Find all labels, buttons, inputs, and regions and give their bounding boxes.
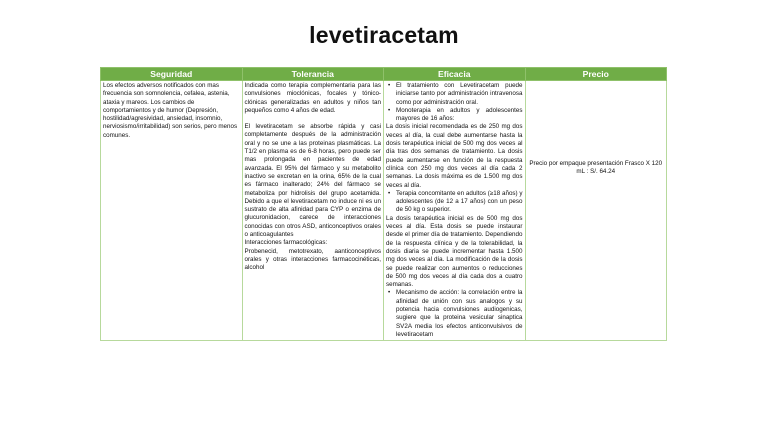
header-precio: Precio xyxy=(525,68,667,81)
eficacia-list-3 xyxy=(386,289,523,339)
eficacia-monotherapy-dose: La dosis inicial recomendada es de 250 mg dos veces al día, la cual debe aumentarse hasta la dosis terapéutica inicial de 500 mg dos veces al día tras dos semanas de tratamiento. La dosis puede aumentarse en función de la respuesta clínica con 250 mg dos veces al día cada 2 semanas. La dosis máxima es de 1.500 mg dos veces al día. xyxy=(386,123,523,189)
table-header-row xyxy=(101,68,667,81)
table-row xyxy=(101,81,667,341)
precio-text: Precio por empaque presentación Frasco X 120 mL : S/. 64.24 xyxy=(529,160,663,176)
eficacia-bullet-mechanism: • Mecanismo de acción: la correlación entre la afinidad de unión con sus analogos y su potencia hacia convulsiones audiogenicas, sugiere que la proteina vesicular sinaptica SV2A media los efectos anticonvulsivos de levetiracetam xyxy=(396,289,523,339)
eficacia-list-2 xyxy=(386,190,523,215)
eficacia-cell xyxy=(384,81,526,341)
tolerancia-cell xyxy=(242,81,384,341)
seguridad-text: Los efectos adversos notificados con mas frecuencia son somnolencia, cefalea, astenia, ataxia y mareos. Los cambios de comportamientos y de humor (Depresión, hostilidad/agresividad, ansiedad, insomnio, nerviosismo/irritabilidad) son serios, pero menos comunes. xyxy=(103,82,238,139)
eficacia-list-1 xyxy=(386,82,523,123)
header-eficacia: Eficacia xyxy=(384,68,526,81)
precio-cell xyxy=(525,81,667,341)
document-title: levetiracetam xyxy=(309,22,459,48)
tolerancia-pharmacokinetics: El levetiracetam se absorbe rápida y casi completamente después de la administración oral y no se une a las proteinas plasmáticas. La T1/2 en plasma es de 6-8 horas, pero puede ser mas prolongada en pacientes de edad avanzada. El 95% del fármaco y su metabolito inactivo se excretan en la orina, 65% de la cual es fármaco inalterado; 24% del fármaco se metaboliza por hidrolisis del grupo acetamida. Debido a que el levetiracetam no induce ni es un sustrato de alta afinidad para CYP o enzima de glucuronidacion, carece de interacciones conocidas con otros ASD, anticonceptivos orales o anticoagulantes xyxy=(244,123,381,239)
header-seguridad: Seguridad xyxy=(101,68,243,81)
header-tolerancia: Tolerancia xyxy=(242,68,384,81)
tolerancia-interactions-list: Probenecid, metotrexato, aanticonceptivos orales y otras interacciones farmacocinéticas, alcohol xyxy=(244,247,381,272)
eficacia-bullet-concomitant: • Terapia concomitante en adultos (≥18 años) y adolescentes (de 12 a 17 años) con un peso de 50 kg o superior. xyxy=(396,190,523,215)
seguridad-cell xyxy=(101,81,243,341)
tolerancia-indication: Indicada como terapia complementaria para las convulsiones mioclónicas, focales y tónico- clónicas generalizadas en adultos y niños tan pequeños como 4 años de edad. xyxy=(244,82,381,114)
tolerancia-interactions-heading: Interacciones farmacológicas: xyxy=(244,239,328,247)
drug-comparison-table xyxy=(100,67,667,341)
eficacia-bullet-treatment: • El tratamiento con Levetiracetam puede iniciarse tanto por administración intravenosa como por administración oral. xyxy=(396,82,523,107)
eficacia-concomitant-dose: La dosis terapéutica inicial es de 500 mg dos veces al día. Esta dosis se puede instaurar desde el primer día de tratamiento. Dependiendo de la respuesta clínica y de la tolerabilidad, la dosis diaria se puede incrementar hasta 1.500 mg dos veces al día. La modificación de la dosis se puede realizar con aumentos o reducciones de 500 mg dos veces al día cada dos a cuatro semanas. xyxy=(386,214,523,289)
eficacia-bullet-monotherapy: • Monoterapia en adultos y adolescentes mayores de 16 años: xyxy=(396,107,523,124)
